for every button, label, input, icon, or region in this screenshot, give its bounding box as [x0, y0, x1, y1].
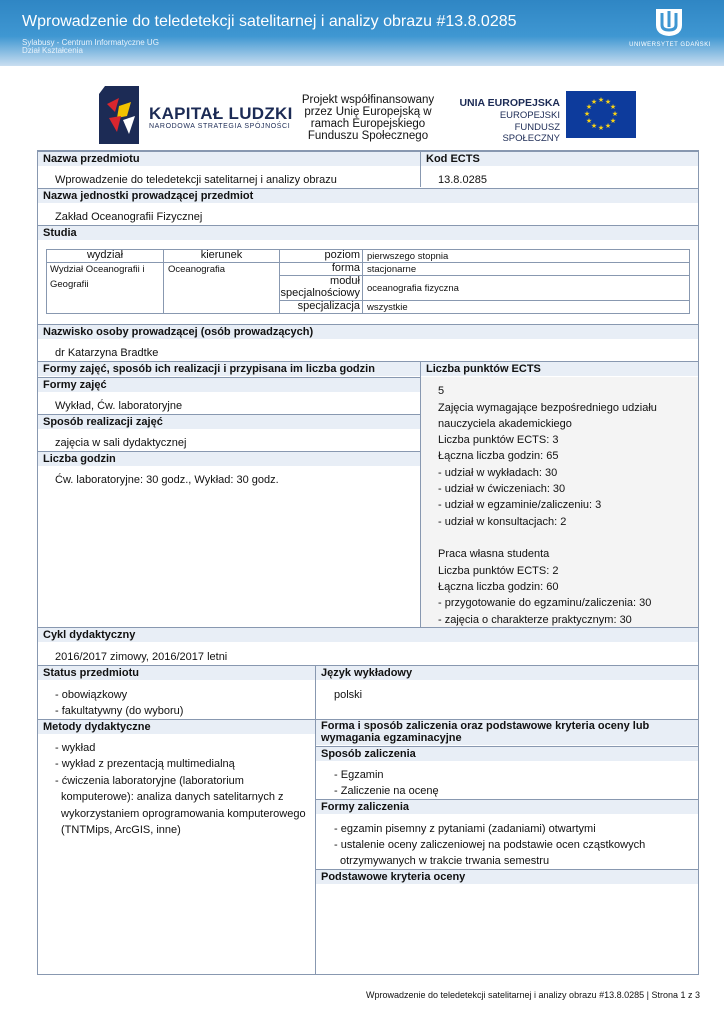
forms-label: Formy zajęć, sposób ich realizacji i przypisana im liczba godzin — [38, 361, 420, 376]
kapital-ludzki-logo-icon — [99, 86, 139, 144]
studia-wydzial-value: Wydział Oceanografii i — [50, 264, 145, 275]
method-item: - ćwiczenia laboratoryjne (laboratorium — [55, 775, 244, 787]
assessment-forms-label: Formy zaliczenia — [316, 799, 698, 814]
forms-hours-label: Liczba godzin — [38, 451, 420, 466]
studia-col-kierunek: kierunek — [200, 249, 243, 261]
ects-line: Liczba punktów ECTS: 3 — [438, 434, 559, 446]
forms-method-value: zajęcia w sali dydaktycznej — [55, 437, 187, 449]
assessment-form-item: - ustalenie oceny zaliczeniowej na podstawie ocen cząstkowych — [334, 839, 646, 851]
assessment-method-label: Sposób zaliczenia — [316, 746, 698, 761]
svg-text:★: ★ — [585, 103, 593, 111]
studia-col-wydzial: wydział — [86, 249, 124, 261]
ects-line: Liczba punktów ECTS: 2 — [438, 565, 559, 577]
studia-modul-value: oceanografia fizyczna — [367, 283, 459, 294]
svg-text:★: ★ — [590, 122, 598, 130]
unit-value: Zakład Oceanografii Fizycznej — [55, 211, 203, 223]
forms-type-value: Wykład, Ćw. laboratoryjne — [55, 400, 183, 412]
ects-line: Praca własna studenta — [438, 548, 550, 560]
cycle-value: 2016/2017 zimowy, 2016/2017 letni — [55, 651, 228, 663]
cycle-label: Cykl dydaktyczny — [38, 627, 698, 642]
methods-label: Metody dydaktyczne — [38, 719, 315, 734]
ects-line: Zajęcia wymagające bezpośredniego udziału — [438, 402, 657, 414]
ects-line: Łączna liczba godzin: 65 — [438, 450, 559, 462]
university-label: UNIWERSYTET GDAŃSKI — [629, 42, 711, 48]
ects-line: - zajęcia o charakterze praktycznym: 30 — [438, 614, 632, 626]
ects-line: 5 — [438, 385, 445, 397]
kapital-ludzki-subtitle: NARODOWA STRATEGIA SPÓJNOŚCI — [149, 123, 291, 130]
forms-method-label: Sposób realizacji zajęć — [38, 414, 420, 429]
teacher-value: dr Katarzyna Bradtke — [55, 347, 159, 359]
page-title: Wprowadzenie do teledetekcji satelitarnej i analizy obrazu #13.8.0285 — [22, 13, 517, 30]
ects-code-value: 13.8.0285 — [438, 174, 487, 186]
studia-modul-label-2: specjalnościowy — [280, 287, 360, 299]
svg-text:★: ★ — [597, 124, 605, 132]
studia-forma-value: stacjonarne — [367, 264, 417, 275]
teacher-label: Nazwisko osoby prowadzącej (osób prowadzących) — [38, 324, 698, 339]
svg-text:★: ★ — [597, 96, 605, 104]
assessment-label: Forma i sposób zaliczenia oraz podstawowe kryteria oceny lub wymagania egzaminacyjne — [316, 719, 698, 745]
ects-line: - przygotowanie do egzaminu/zaliczenia: 30 — [438, 597, 652, 609]
page-footer: Wprowadzenie do teledetekcji satelitarnej i analizy obrazu #13.8.0285 | Strona 1 z 3 — [365, 990, 700, 1000]
assessment-form-item-cont: otrzymywanych w trakcie trwania semestru — [340, 855, 550, 867]
university-logo-icon — [652, 7, 686, 37]
assessment-method-item: - Zaliczenie na ocenę — [334, 785, 439, 797]
svg-text:★: ★ — [611, 110, 619, 118]
studia-poziom-label: poziom — [324, 249, 360, 261]
status-item: - fakultatywny (do wyboru) — [55, 705, 184, 717]
status-label: Status przedmiotu — [38, 665, 315, 680]
ects-line: - udział w egzaminie/zaliczeniu: 3 — [438, 499, 602, 511]
svg-text:★: ★ — [585, 117, 593, 125]
ects-points-label: Liczba punktów ECTS — [421, 361, 698, 376]
header-subtitle-2: Dział Kształcenia — [22, 46, 83, 55]
project-funding-text: Projekt współfinansowany przez Unię Europejską w ramach Europejskiego Funduszu Społecznego — [301, 94, 435, 142]
eu-title: UNIA EUROPEJSKA — [459, 97, 560, 109]
method-item-cont: wykorzystaniem oprogramowania komputerowego — [61, 808, 306, 820]
studia-wydzial-value-2: Geografii — [50, 279, 89, 290]
svg-text:★: ★ — [609, 103, 617, 111]
studia-poziom-value: pierwszego stopnia — [367, 251, 449, 262]
ects-line: Łączna liczba godzin: 60 — [438, 581, 559, 593]
studia-forma-label: forma — [331, 262, 360, 274]
eu-flag-icon — [566, 91, 636, 138]
studia-spec-value: wszystkie — [367, 302, 408, 313]
ects-code-label: Kod ECTS — [421, 151, 698, 166]
method-item: - wykład z prezentacją multimedialną — [55, 758, 235, 770]
page-header — [0, 0, 724, 66]
forms-type-label: Formy zajęć — [38, 377, 420, 392]
status-item: - obowiązkowy — [55, 689, 128, 701]
svg-text:★: ★ — [590, 98, 598, 106]
method-item-cont: (TNTMips, ArcGIS, inne) — [61, 824, 181, 836]
header-subtitle: Sylabusy - Centrum Informatyczne UG — [22, 38, 159, 47]
assessment-form-item: - egzamin pisemny z pytaniami (zadaniami) otwartymi — [334, 823, 596, 835]
language-value: polski — [334, 689, 363, 701]
ects-line: - udział w ćwiczeniach: 30 — [438, 483, 566, 495]
unit-label: Nazwa jednostki prowadzącej przedmiot — [38, 188, 698, 203]
kapital-ludzki-title: KAPITAŁ LUDZKI — [149, 104, 293, 123]
eu-line-3: FUNDUSZ SPOŁECZNY — [502, 122, 560, 144]
svg-text:★: ★ — [609, 117, 617, 125]
studia-modul-label: moduł — [330, 275, 360, 287]
language-label: Język wykładowy — [316, 665, 698, 680]
studia-spec-label: specjalizacja — [297, 300, 360, 312]
svg-text:★: ★ — [604, 98, 612, 106]
assessment-criteria-label: Podstawowe kryteria oceny — [316, 869, 698, 884]
studia-label: Studia — [38, 225, 698, 240]
svg-text:★: ★ — [583, 110, 591, 118]
method-item: - wykład — [55, 742, 96, 754]
ects-line: nauczyciela akademickiego — [438, 418, 572, 430]
assessment-method-item: - Egzamin — [334, 769, 384, 781]
eu-line-2: EUROPEJSKI — [499, 110, 560, 121]
course-name-value: Wprowadzenie do teledetekcji satelitarnej i analizy obrazu — [55, 174, 337, 186]
studia-kierunek-value: Oceanografia — [168, 264, 226, 275]
method-item-cont: komputerowe): analiza danych satelitarnych z — [61, 791, 284, 803]
svg-text:★: ★ — [604, 122, 612, 130]
ects-line: - udział w wykładach: 30 — [438, 467, 558, 479]
forms-hours-value: Ćw. laboratoryjne: 30 godz., Wykład: 30 godz. — [55, 474, 279, 486]
course-name-label: Nazwa przedmiotu — [38, 151, 420, 166]
ects-line: - udział w konsultacjach: 2 — [438, 516, 567, 528]
